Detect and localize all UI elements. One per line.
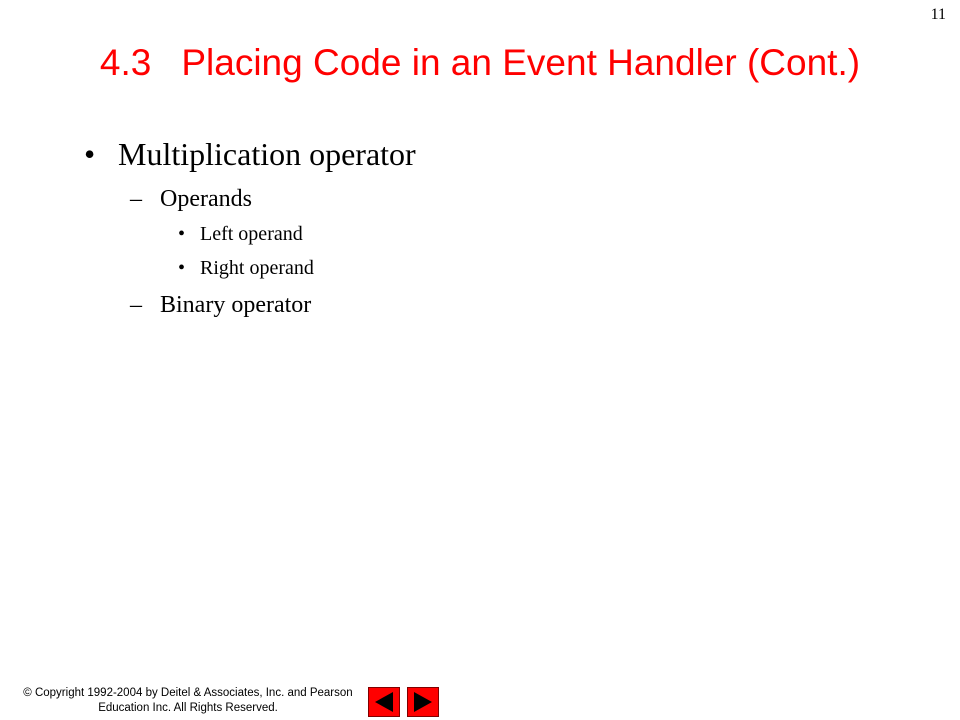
dash-symbol: – — [130, 186, 142, 212]
slide-number: 11 — [930, 6, 946, 23]
bullet-symbol: • — [178, 223, 186, 245]
sub-bullet-text: Operands — [160, 186, 252, 212]
section-number: 4.3 — [99, 42, 152, 83]
copyright-line-2: Education Inc. All Rights Reserved. — [98, 701, 278, 714]
slide-title — [0, 42, 960, 84]
sub-bullet-text: Binary operator — [160, 292, 312, 318]
bullet-item — [84, 136, 416, 173]
bullet-symbol: • — [84, 136, 96, 172]
bullet-symbol: • — [178, 257, 186, 279]
dash-symbol: – — [130, 292, 142, 318]
next-slide-button[interactable] — [407, 687, 439, 717]
bullet-text: Multiplication operator — [118, 136, 416, 172]
sub-bullet-item — [130, 186, 252, 213]
sub-bullet-item — [130, 292, 311, 319]
left-arrow-icon — [369, 688, 399, 716]
sub-sub-bullet-item — [178, 223, 303, 246]
sub-sub-bullet-text: Left operand — [200, 223, 303, 245]
copyright-line-1: © Copyright 1992-2004 by Deitel & Associates, Inc. and Pearson — [23, 687, 353, 699]
sub-sub-bullet-item — [178, 257, 314, 280]
right-arrow-icon — [408, 688, 438, 716]
copyright-footer — [14, 686, 362, 715]
sub-sub-bullet-text: Right operand — [200, 257, 314, 279]
title-text: Placing Code in an Event Handler (Cont.) — [181, 42, 861, 83]
previous-slide-button[interactable] — [368, 687, 400, 717]
